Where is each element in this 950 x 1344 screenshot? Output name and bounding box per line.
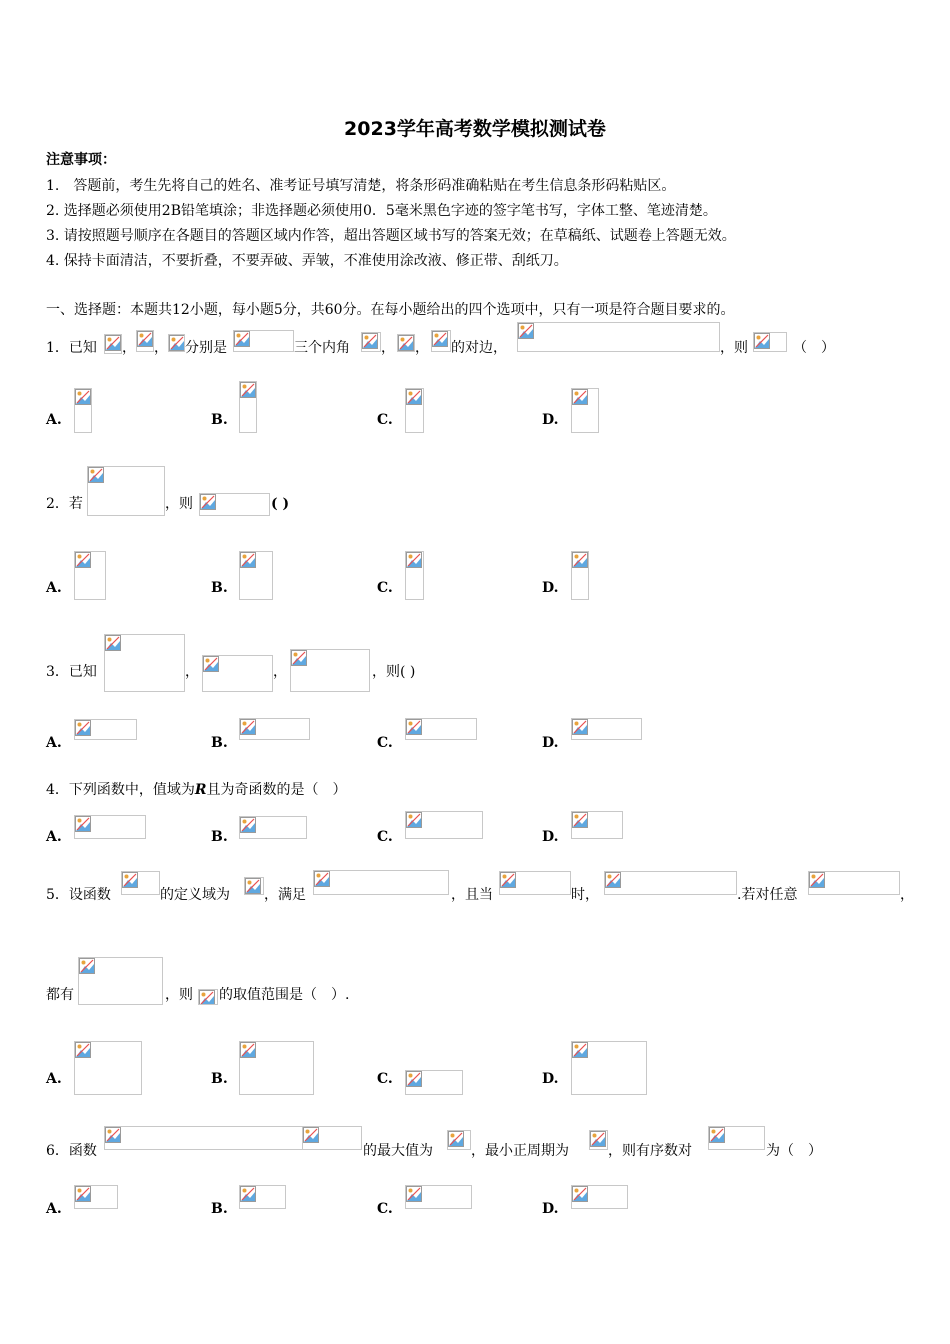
image-placeholder-icon [75,389,91,405]
q3-text: ， [185,664,199,680]
option-d-label: D. [542,829,559,845]
option-a-label: A. [46,735,62,751]
image-placeholder-icon [240,1042,256,1058]
option-b-label: B. [211,1201,228,1217]
image-placeholder-icon [572,552,588,568]
formula-image [499,871,571,895]
formula-image [244,877,264,895]
q1-text: ， [415,340,429,356]
q3-text: ，则( ) [372,664,416,680]
formula-image [302,1126,362,1150]
option-c-image [405,811,483,839]
option-a-label: A. [46,412,62,428]
option-b-label: B. [211,829,228,845]
option-a-image [74,1185,118,1209]
formula-image [233,330,294,352]
image-placeholder-icon [75,552,91,568]
q1-text: ， [154,340,168,356]
image-placeholder-icon [500,872,516,888]
formula-image [168,334,185,352]
option-a-image [74,388,92,433]
formula-image [87,466,165,516]
option-d-image [571,551,589,600]
image-placeholder-icon [406,812,422,828]
q1-text: （ ） [793,340,835,356]
q4-var: R [194,782,207,798]
formula-image [447,1130,471,1150]
option-c-label: C. [377,735,393,751]
q6-text: 为（ ） [766,1143,822,1159]
image-placeholder-icon [199,990,215,1005]
q5-text: ，且当 [451,887,493,903]
q5-text: 的定义域为 [160,887,230,903]
q1-text: 的对边， [451,340,507,356]
option-a-image [74,1041,142,1095]
image-placeholder-icon [406,719,422,735]
option-c-image [405,1070,463,1095]
formula-image [104,634,185,692]
image-placeholder-icon [303,1127,319,1143]
formula-image [104,334,122,354]
option-c-image [405,551,424,600]
formula-image [361,332,381,352]
image-placeholder-icon [105,1127,121,1143]
q1-text: ， [381,340,395,356]
image-placeholder-icon [75,816,91,832]
q2-text: ，则 [165,496,193,512]
image-placeholder-icon [572,1186,588,1202]
option-c-label: C. [377,412,393,428]
q5-text: 都有 [46,987,74,1003]
image-placeholder-icon [75,1186,91,1202]
q1-text: 三个内角 [294,340,350,356]
q5-text: ，则 [165,987,193,1003]
image-placeholder-icon [572,719,588,735]
option-a-label: A. [46,580,62,596]
q2-text: 2．若 [46,496,83,512]
image-placeholder-icon [518,323,534,339]
q6-text: ，最小正周期为 [471,1143,569,1159]
image-placeholder-icon [406,389,422,405]
section-heading: 一、选择题：本题共12小题，每小题5分，共60分。在每小题给出的四个选项中，只有一项是符合题目要求的。 [46,302,735,318]
q6-text: 6．函数 [46,1143,97,1159]
q6-text: ，则有序数对 [608,1143,692,1159]
q5-text: ， [900,887,914,903]
image-placeholder-icon [137,331,153,347]
q4-text-b: 且为奇函数的是（ ） [206,782,347,798]
image-placeholder-icon [240,1186,256,1202]
option-d-label: D. [542,580,559,596]
option-a-label: A. [46,1201,62,1217]
option-b-image [239,1041,314,1095]
q4-text [46,782,347,798]
option-b-image [239,381,257,433]
image-placeholder-icon [572,812,588,828]
option-a-label: A. [46,829,62,845]
notice-heading: 注意事项： [46,152,116,168]
option-c-label: C. [377,1071,393,1087]
image-placeholder-icon [406,1071,422,1087]
image-placeholder-icon [406,1186,422,1202]
image-placeholder-icon [240,719,256,735]
formula-image [290,649,370,692]
q5-text: 5．设函数 [46,887,111,903]
image-placeholder-icon [234,331,250,347]
formula-image [589,1130,608,1150]
q3-text: 3．已知 [46,664,97,680]
option-c-image [405,718,477,740]
image-placeholder-icon [406,552,422,568]
notice-item: 2. 选择题必须使用2B铅笔填涂；非选择题必须使用0．5毫米黑色字迹的签字笔书写，字体工整、笔迹清楚。 [46,203,717,219]
option-a-image [74,551,106,600]
image-placeholder-icon [291,650,307,666]
q5-text: 时， [571,887,599,903]
formula-image [604,871,737,895]
option-b-label: B. [211,580,228,596]
option-d-label: D. [542,1201,559,1217]
formula-image [78,957,163,1005]
image-placeholder-icon [240,552,256,568]
option-a-image [74,719,137,740]
formula-image [199,493,270,516]
option-c-label: C. [377,1201,393,1217]
formula-image [397,334,415,352]
image-placeholder-icon [203,656,219,672]
q3-text: ， [273,664,287,680]
option-a-label: A. [46,1071,62,1087]
image-placeholder-icon [754,333,770,349]
option-d-image [571,718,642,740]
formula-image [431,330,451,352]
option-b-image [239,718,310,740]
formula-image [202,655,273,692]
option-d-label: D. [542,1071,559,1087]
notice-item: 1. 答题前，考生先将自己的姓名、准考证号填写清楚，将条形码准确粘贴在考生信息条形码粘贴区。 [46,178,676,194]
option-b-image [239,816,307,839]
option-c-image [405,1185,472,1209]
image-placeholder-icon [169,335,185,351]
option-b-image [239,1185,286,1209]
notice-item: 3. 请按照题号顺序在各题目的答题区域内作答，超出答题区域书写的答案无效；在草稿纸、试题卷上答题无效。 [46,228,736,244]
q1-text: 分别是 [185,340,227,356]
image-placeholder-icon [240,382,256,398]
q1-text: ，则 [720,340,748,356]
image-placeholder-icon [572,389,588,405]
q1-text: ， [122,340,136,356]
q4-text-a: 4．下列函数中，值域为 [46,782,195,798]
q5-text: ，满足 [264,887,306,903]
q5-text: .若对任意 [737,887,798,903]
option-d-image [571,811,623,839]
formula-image [313,870,449,895]
option-b-image [239,551,273,600]
image-placeholder-icon [398,335,414,351]
image-placeholder-icon [122,872,138,888]
option-a-image [74,815,146,839]
q5-text: 的取值范围是（ ）. [219,987,350,1003]
image-placeholder-icon [88,467,104,483]
image-placeholder-icon [240,817,256,833]
formula-image [808,871,900,895]
q2-text: ( ) [271,496,290,512]
image-placeholder-icon [605,872,621,888]
image-placeholder-icon [809,872,825,888]
option-d-image [571,1185,628,1209]
formula-image [708,1126,765,1150]
option-d-image [571,388,599,433]
option-b-label: B. [211,735,228,751]
image-placeholder-icon [75,1042,91,1058]
image-placeholder-icon [448,1131,464,1147]
image-placeholder-icon [432,331,448,347]
image-placeholder-icon [572,1042,588,1058]
image-placeholder-icon [314,871,330,887]
option-b-label: B. [211,412,228,428]
option-c-image [405,388,424,433]
q6-text: 的最大值为 [363,1143,433,1159]
formula-image [753,332,787,352]
image-placeholder-icon [75,720,91,736]
page-title: 2023学年高考数学模拟测试卷 [344,118,606,140]
option-b-label: B. [211,1071,228,1087]
image-placeholder-icon [79,958,95,974]
image-placeholder-icon [362,333,378,349]
option-c-label: C. [377,580,393,596]
formula-image [517,322,720,352]
formula-image [121,871,160,895]
option-d-label: D. [542,412,559,428]
formula-image [198,989,218,1005]
formula-image [136,330,154,352]
image-placeholder-icon [200,494,216,510]
image-placeholder-icon [709,1127,725,1143]
option-d-image [571,1041,647,1095]
image-placeholder-icon [105,635,121,651]
image-placeholder-icon [590,1131,606,1147]
q1-text: 1．已知 [46,340,97,356]
notice-item: 4. 保持卡面清洁，不要折叠，不要弄破、弄皱，不准使用涂改液、修正带、刮纸刀。 [46,253,568,269]
image-placeholder-icon [245,878,261,894]
option-c-label: C. [377,829,393,845]
option-d-label: D. [542,735,559,751]
image-placeholder-icon [105,335,121,351]
